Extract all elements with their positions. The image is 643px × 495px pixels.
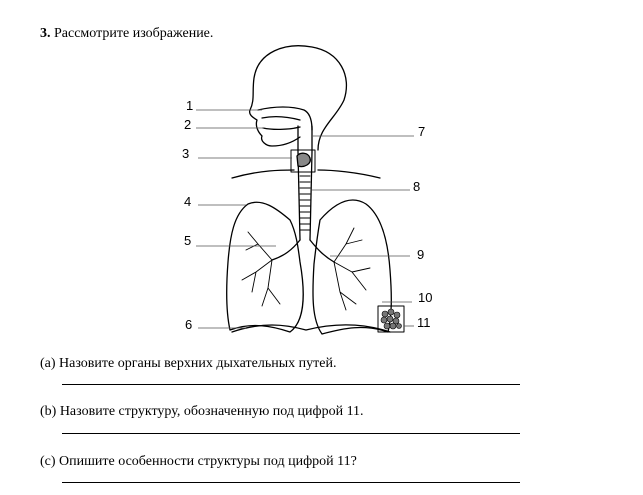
trachea-rings <box>300 176 310 230</box>
task-number: 3. <box>40 26 51 41</box>
bronchi <box>272 240 334 262</box>
label-11: 11 <box>417 315 431 330</box>
trachea-right <box>310 126 312 240</box>
task-prompt: Рассмотрите изображение. <box>54 26 214 41</box>
answer-line-b[interactable] <box>62 433 520 434</box>
label-3: 3 <box>182 146 190 161</box>
bronchial-tree-left <box>242 232 280 306</box>
leader-lines <box>196 110 414 328</box>
trachea-left <box>298 126 300 240</box>
label-7: 7 <box>418 124 426 139</box>
bronchial-tree-right <box>334 228 370 310</box>
lung-right <box>313 200 391 334</box>
lung-left <box>227 202 304 332</box>
mouth-outline <box>262 117 300 130</box>
label-8: 8 <box>413 179 421 194</box>
alveoli-cluster <box>381 309 402 329</box>
label-9: 9 <box>417 247 425 262</box>
nasal-cavity <box>258 107 312 130</box>
label-10: 10 <box>418 290 433 305</box>
label-2: 2 <box>184 117 192 132</box>
neck-shoulders <box>232 170 380 178</box>
question-a: (a) Назовите органы верхних дыхательных путей. <box>40 356 337 371</box>
question-c: (c) Опишите особенности структуры под цифрой 11? <box>40 454 357 469</box>
diaphragm <box>232 325 390 332</box>
label-6: 6 <box>185 317 193 332</box>
larynx <box>297 153 310 166</box>
question-b: (b) Назовите структуру, обозначенную под цифрой 11. <box>40 404 364 419</box>
answer-line-c[interactable] <box>62 482 520 483</box>
answer-line-a[interactable] <box>62 384 520 385</box>
label-5: 5 <box>184 233 192 248</box>
label-1: 1 <box>186 98 194 113</box>
label-4: 4 <box>184 194 192 209</box>
